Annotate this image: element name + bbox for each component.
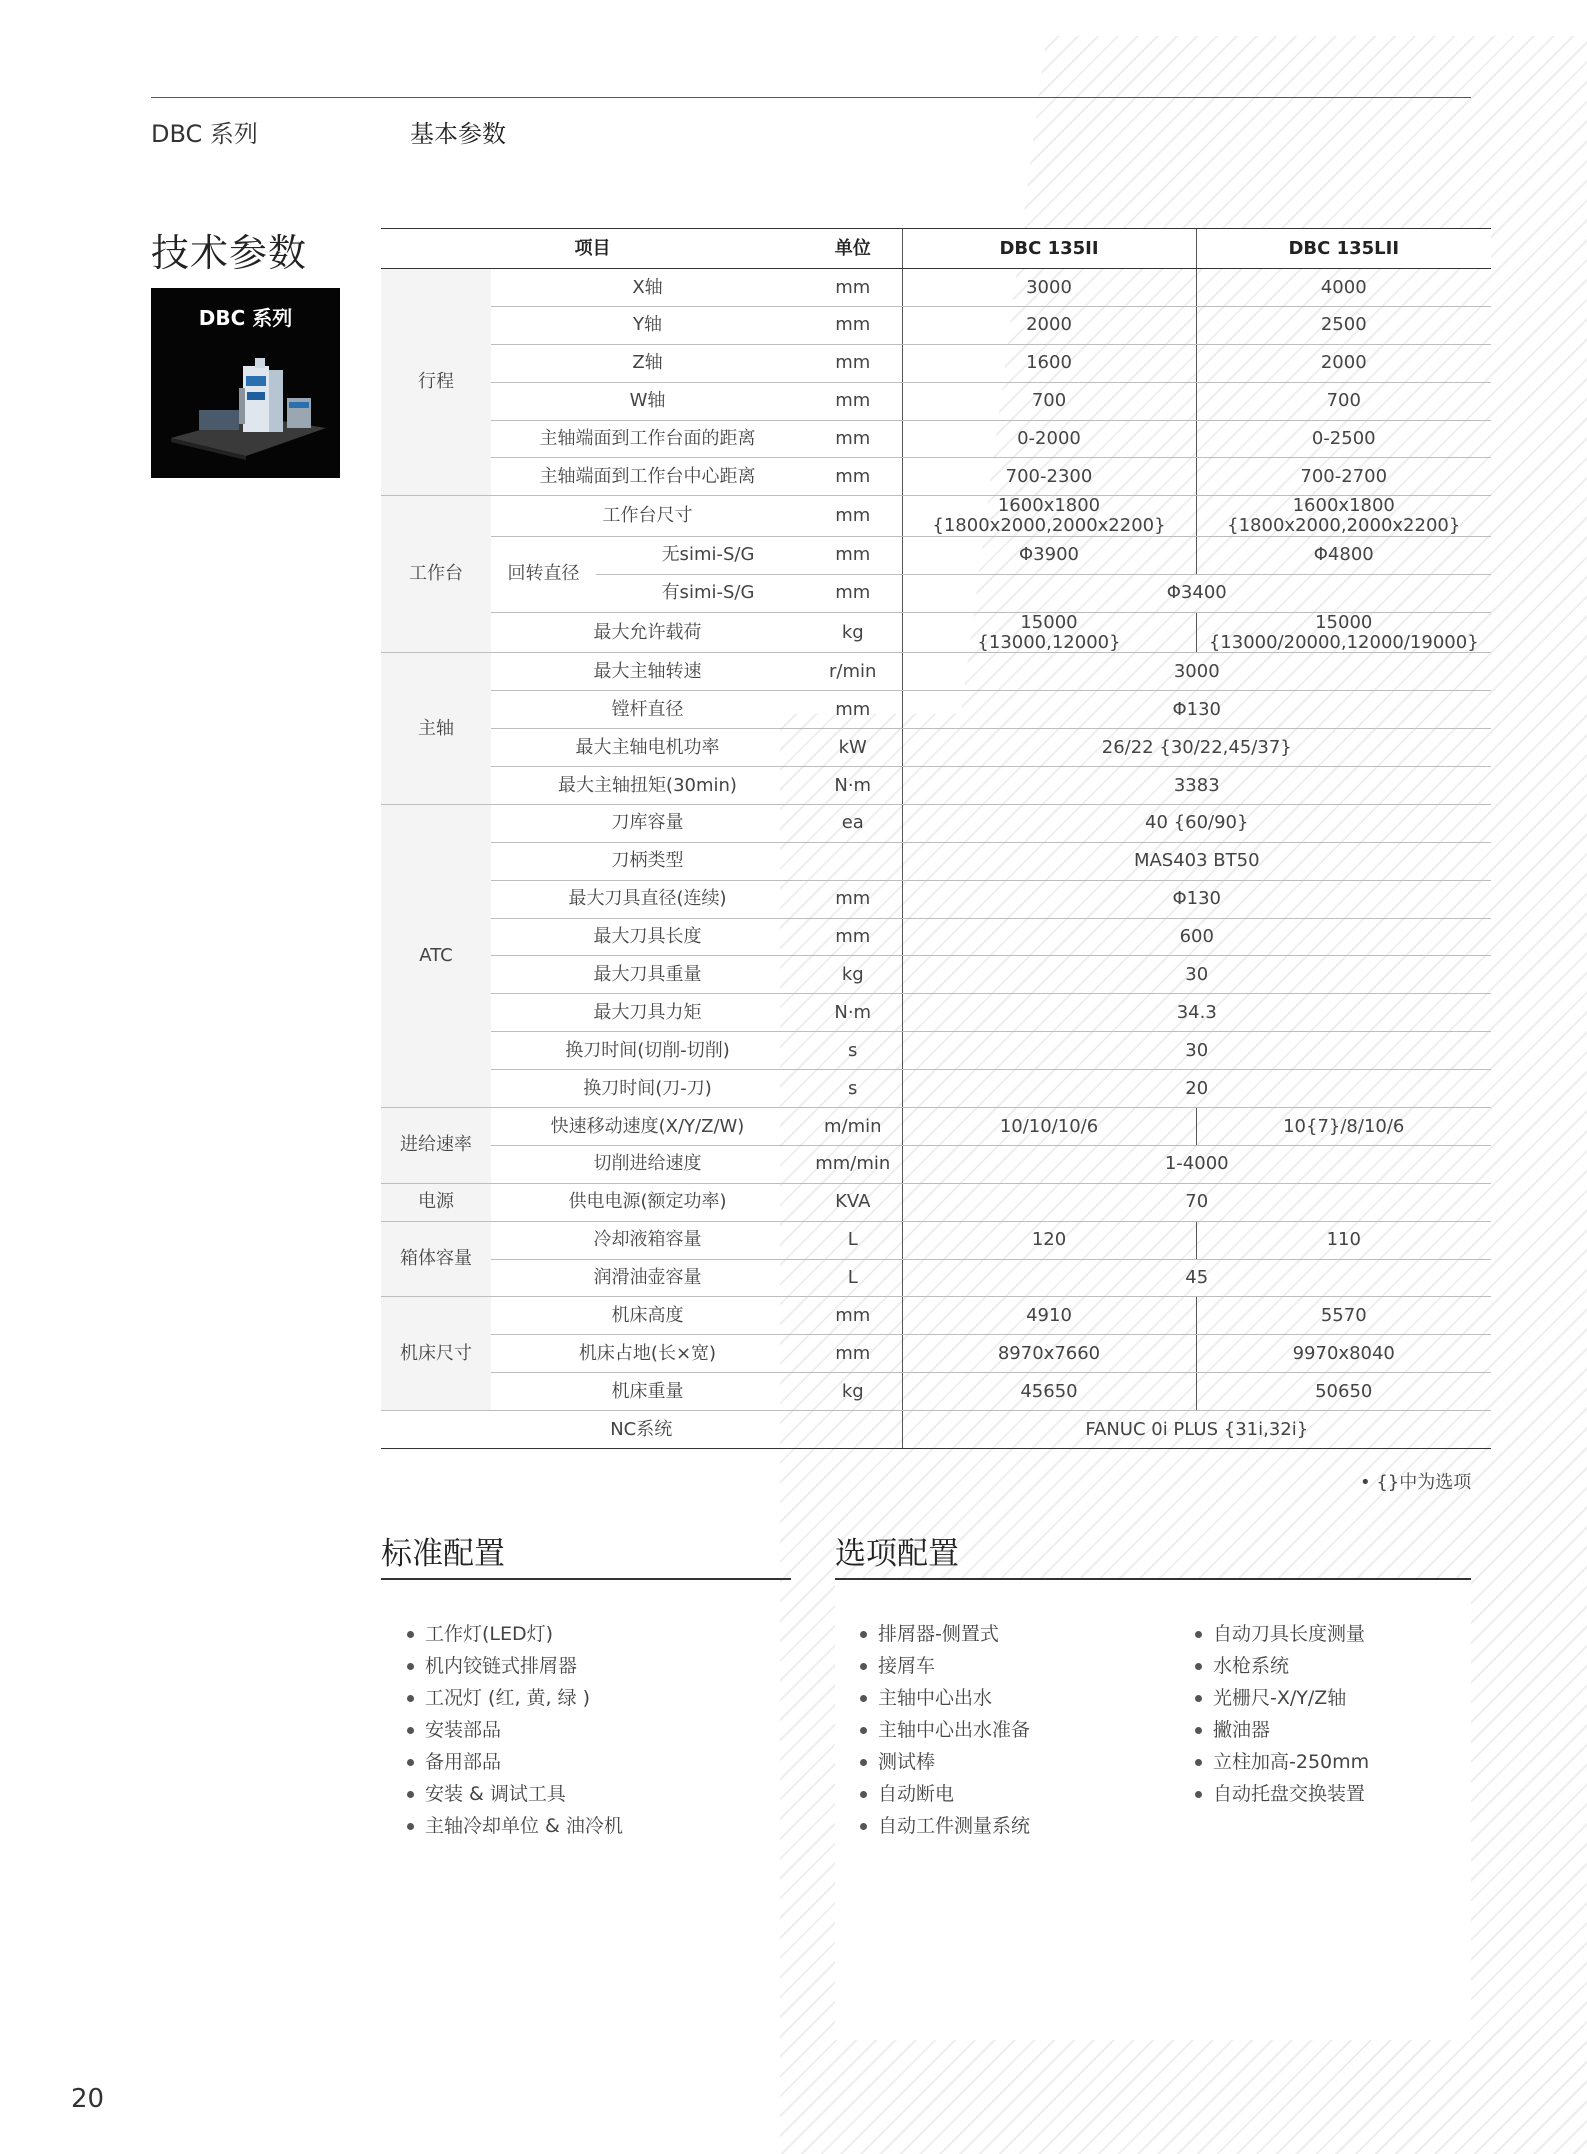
- header-model1: DBC 135II: [902, 229, 1196, 269]
- list-item: 工况灯 (红, 黄, 绿 ): [407, 1682, 623, 1714]
- list-item: 机内铰链式排屑器: [407, 1650, 623, 1682]
- item-cell: 最大允许载荷: [491, 612, 804, 653]
- list-item: 自动工件测量系统: [860, 1810, 1030, 1842]
- spec-table: [381, 228, 1491, 1449]
- unit-cell: mm: [804, 574, 902, 612]
- item-cell: 最大刀具长度: [491, 918, 804, 956]
- value-line: {13000/20000,12000/19000}: [1208, 631, 1479, 653]
- table-row: [381, 269, 1491, 307]
- table-row: [381, 766, 1491, 804]
- value-cell: 50650: [1196, 1373, 1491, 1411]
- value-cell: Φ130: [902, 691, 1491, 729]
- table-row: [381, 691, 1491, 729]
- value-cell: 2000: [902, 306, 1196, 344]
- table-row: [381, 306, 1491, 344]
- value-cell: 4910: [902, 1297, 1196, 1335]
- unit-cell: mm: [804, 458, 902, 496]
- unit-cell: s: [804, 1070, 902, 1108]
- value-cell: [1196, 496, 1491, 537]
- value-cell: 700-2300: [902, 458, 1196, 496]
- unit-cell: mm: [804, 496, 902, 537]
- unit-cell: mm: [804, 880, 902, 918]
- item-cell: 机床高度: [491, 1297, 804, 1335]
- table-row: [381, 1297, 1491, 1335]
- optional-config-list-1: [860, 1618, 1030, 1842]
- value-cell: 120: [902, 1221, 1196, 1259]
- item-cell: 刀柄类型: [491, 842, 804, 880]
- page-title: 技术参数: [151, 231, 308, 275]
- list-item: 测试棒: [860, 1746, 1030, 1778]
- table-row: [381, 1221, 1491, 1259]
- machine-thumbnail: [151, 288, 340, 478]
- standard-config-list: [407, 1618, 623, 1842]
- item-cell: 刀库容量: [491, 804, 804, 842]
- value-cell: FANUC 0i PLUS {31i,32i}: [902, 1411, 1491, 1449]
- value-cell: [1196, 612, 1491, 653]
- machine-image: [151, 288, 340, 478]
- standard-config-title: 标准配置: [381, 1536, 505, 1572]
- value-cell: 10{7}/8/10/6: [1196, 1108, 1491, 1146]
- table-row: [381, 1373, 1491, 1411]
- table-row: [381, 918, 1491, 956]
- value-cell: 26/22 {30/22,45/37}: [902, 729, 1491, 767]
- value-cell: 5570: [1196, 1297, 1491, 1335]
- unit-cell: mm: [804, 536, 902, 574]
- category-cell: ATC: [381, 804, 491, 1107]
- thumbnail-label: DBC 系列: [198, 306, 293, 330]
- table-row: [381, 1145, 1491, 1183]
- table-row: [381, 1108, 1491, 1146]
- unit-cell: KVA: [804, 1183, 902, 1221]
- list-item: 自动断电: [860, 1778, 1030, 1810]
- unit-cell: N·m: [804, 766, 902, 804]
- table-row: [381, 1183, 1491, 1221]
- list-item: 备用部品: [407, 1746, 623, 1778]
- unit-cell: L: [804, 1259, 902, 1297]
- table-row: [381, 956, 1491, 994]
- value-line: {1800x2000,2000x2200}: [1227, 515, 1461, 537]
- list-item: 接屑车: [860, 1650, 1030, 1682]
- unit-cell: mm/min: [804, 1145, 902, 1183]
- list-item: 工作灯(LED灯): [407, 1618, 623, 1650]
- item-cell: 快速移动速度(X/Y/Z/W): [491, 1108, 804, 1146]
- header-rule: [151, 97, 1471, 98]
- item-cell: 换刀时间(刀-刀): [491, 1070, 804, 1108]
- value-cell: 2500: [1196, 306, 1491, 344]
- value-cell: Φ4800: [1196, 536, 1491, 574]
- value-line: 1600x1800: [1292, 495, 1395, 517]
- table-row: [381, 1070, 1491, 1108]
- table-row: [381, 1032, 1491, 1070]
- table-row: [381, 804, 1491, 842]
- item-cell: 机床占地(长×宽): [491, 1335, 804, 1373]
- table-row: [381, 842, 1491, 880]
- value-cell: 700: [902, 382, 1196, 420]
- value-cell: 3000: [902, 653, 1491, 691]
- value-cell: 70: [902, 1183, 1491, 1221]
- optional-config-title: 选项配置: [835, 1536, 959, 1572]
- value-cell: 600: [902, 918, 1491, 956]
- item-cell: 换刀时间(切削-切削): [491, 1032, 804, 1070]
- value-cell: 45650: [902, 1373, 1196, 1411]
- list-item: 立柱加高-250mm: [1195, 1746, 1369, 1778]
- value-cell: 10/10/10/6: [902, 1108, 1196, 1146]
- item-cell: 最大主轴电机功率: [491, 729, 804, 767]
- list-item: 自动托盘交换装置: [1195, 1778, 1369, 1810]
- value-cell: 30: [902, 956, 1491, 994]
- value-cell: [902, 612, 1196, 653]
- item-cell: 最大主轴扭矩(30min): [491, 766, 804, 804]
- table-row: [381, 994, 1491, 1032]
- category-cell: 电源: [381, 1183, 491, 1221]
- item-cell: 最大刀具直径(连续): [491, 880, 804, 918]
- list-item: 主轴冷却单位 & 油冷机: [407, 1810, 623, 1842]
- category-cell: NC系统: [381, 1411, 902, 1449]
- list-item: 安装 & 调试工具: [407, 1778, 623, 1810]
- header-series: DBC 系列: [151, 120, 258, 148]
- value-cell: 34.3: [902, 994, 1491, 1032]
- value-cell: 9970x8040: [1196, 1335, 1491, 1373]
- value-cell: Φ3400: [902, 574, 1491, 612]
- value-line: {1800x2000,2000x2200}: [932, 515, 1166, 537]
- unit-cell: mm: [804, 1335, 902, 1373]
- list-item: 排屑器-侧置式: [860, 1618, 1030, 1650]
- value-cell: [902, 496, 1196, 537]
- value-cell: 110: [1196, 1221, 1491, 1259]
- value-cell: 30: [902, 1032, 1491, 1070]
- unit-cell: mm: [804, 306, 902, 344]
- list-item: 水枪系统: [1195, 1650, 1369, 1682]
- list-item: 安装部品: [407, 1714, 623, 1746]
- category-cell: 进给速率: [381, 1108, 491, 1184]
- item-cell: 机床重量: [491, 1373, 804, 1411]
- list-item: 撇油器: [1195, 1714, 1369, 1746]
- category-cell: 行程: [381, 269, 491, 496]
- unit-cell: mm: [804, 918, 902, 956]
- table-row: [381, 344, 1491, 382]
- unit-cell: mm: [804, 691, 902, 729]
- options-footnote: • {}中为选项: [1360, 1472, 1472, 1493]
- value-cell: 1600: [902, 344, 1196, 382]
- subitem-cell: 有simi-S/G: [596, 574, 804, 612]
- category-cell: 箱体容量: [381, 1221, 491, 1297]
- table-row: [381, 729, 1491, 767]
- unit-cell: kg: [804, 612, 902, 653]
- unit-cell: kW: [804, 729, 902, 767]
- unit-cell: s: [804, 1032, 902, 1070]
- value-cell: 2000: [1196, 344, 1491, 382]
- table-row: [381, 880, 1491, 918]
- value-cell: 20: [902, 1070, 1491, 1108]
- unit-cell: m/min: [804, 1108, 902, 1146]
- item-cell: Y轴: [491, 306, 804, 344]
- value-cell: 3383: [902, 766, 1491, 804]
- item-cell: X轴: [491, 269, 804, 307]
- table-row: [381, 420, 1491, 458]
- value-cell: MAS403 BT50: [902, 842, 1491, 880]
- value-line: 15000: [1315, 611, 1373, 633]
- table-row: [381, 612, 1491, 653]
- list-item: 光栅尺-X/Y/Z轴: [1195, 1682, 1369, 1714]
- value-cell: Φ130: [902, 880, 1491, 918]
- unit-cell: mm: [804, 420, 902, 458]
- item-cell: Z轴: [491, 344, 804, 382]
- header-section: 基本参数: [410, 120, 506, 148]
- list-item: 自动刀具长度测量: [1195, 1618, 1369, 1650]
- unit-cell: kg: [804, 1373, 902, 1411]
- unit-cell: mm: [804, 382, 902, 420]
- unit-cell: kg: [804, 956, 902, 994]
- table-row: [381, 1335, 1491, 1373]
- value-cell: 1-4000: [902, 1145, 1491, 1183]
- item-cell: 最大刀具重量: [491, 956, 804, 994]
- list-item: 主轴中心出水: [860, 1682, 1030, 1714]
- value-line: 1600x1800: [997, 495, 1101, 517]
- table-row: [381, 496, 1491, 537]
- unit-cell: mm: [804, 344, 902, 382]
- unit-cell: mm: [804, 1297, 902, 1335]
- value-cell: 700: [1196, 382, 1491, 420]
- value-line: 15000: [1020, 611, 1078, 633]
- table-row: [381, 458, 1491, 496]
- item-cell: W轴: [491, 382, 804, 420]
- spec-table-wrapper: [381, 228, 1479, 1449]
- table-row: [381, 1259, 1491, 1297]
- header-unit: 单位: [804, 229, 902, 269]
- value-cell: 45: [902, 1259, 1491, 1297]
- item-cell: 主轴端面到工作台中心距离: [491, 458, 804, 496]
- background-stripes-bottom: [1340, 2030, 1587, 2154]
- item-cell: 工作台尺寸: [491, 496, 804, 537]
- unit-cell: L: [804, 1221, 902, 1259]
- value-cell: 700-2700: [1196, 458, 1491, 496]
- value-line: {13000,12000}: [977, 631, 1121, 653]
- value-cell: 0-2000: [902, 420, 1196, 458]
- table-row: [381, 1411, 1491, 1449]
- unit-cell: [804, 842, 902, 880]
- unit-cell: r/min: [804, 653, 902, 691]
- category-cell: 机床尺寸: [381, 1297, 491, 1411]
- item-cell: 最大刀具力矩: [491, 994, 804, 1032]
- page-number: 20: [71, 2084, 105, 2114]
- list-item: 主轴中心出水准备: [860, 1714, 1030, 1746]
- value-cell: 4000: [1196, 269, 1491, 307]
- value-cell: 0-2500: [1196, 420, 1491, 458]
- table-row: [381, 653, 1491, 691]
- unit-cell: mm: [804, 269, 902, 307]
- category-cell: 工作台: [381, 496, 491, 653]
- item-cell: 回转直径: [491, 536, 596, 612]
- table-row: [381, 536, 1491, 574]
- value-cell: 8970x7660: [902, 1335, 1196, 1373]
- item-cell: 供电电源(额定功率): [491, 1183, 804, 1221]
- item-cell: 冷却液箱容量: [491, 1221, 804, 1259]
- unit-cell: N·m: [804, 994, 902, 1032]
- value-cell: Φ3900: [902, 536, 1196, 574]
- item-cell: 润滑油壶容量: [491, 1259, 804, 1297]
- item-cell: 主轴端面到工作台面的距离: [491, 420, 804, 458]
- header-model2: DBC 135LII: [1196, 229, 1491, 269]
- subitem-cell: 无simi-S/G: [596, 536, 804, 574]
- table-row: [381, 382, 1491, 420]
- item-cell: 镗杆直径: [491, 691, 804, 729]
- value-cell: 40 {60/90}: [902, 804, 1491, 842]
- item-cell: 切削进给速度: [491, 1145, 804, 1183]
- optional-config-list-2: [1195, 1618, 1369, 1810]
- value-cell: 3000: [902, 269, 1196, 307]
- unit-cell: ea: [804, 804, 902, 842]
- item-cell: 最大主轴转速: [491, 653, 804, 691]
- standard-config-rule: [381, 1578, 791, 1580]
- category-cell: 主轴: [381, 653, 491, 805]
- optional-config-rule: [835, 1578, 1471, 1580]
- header-item: 项目: [381, 229, 804, 269]
- table-header-row: [381, 229, 1491, 269]
